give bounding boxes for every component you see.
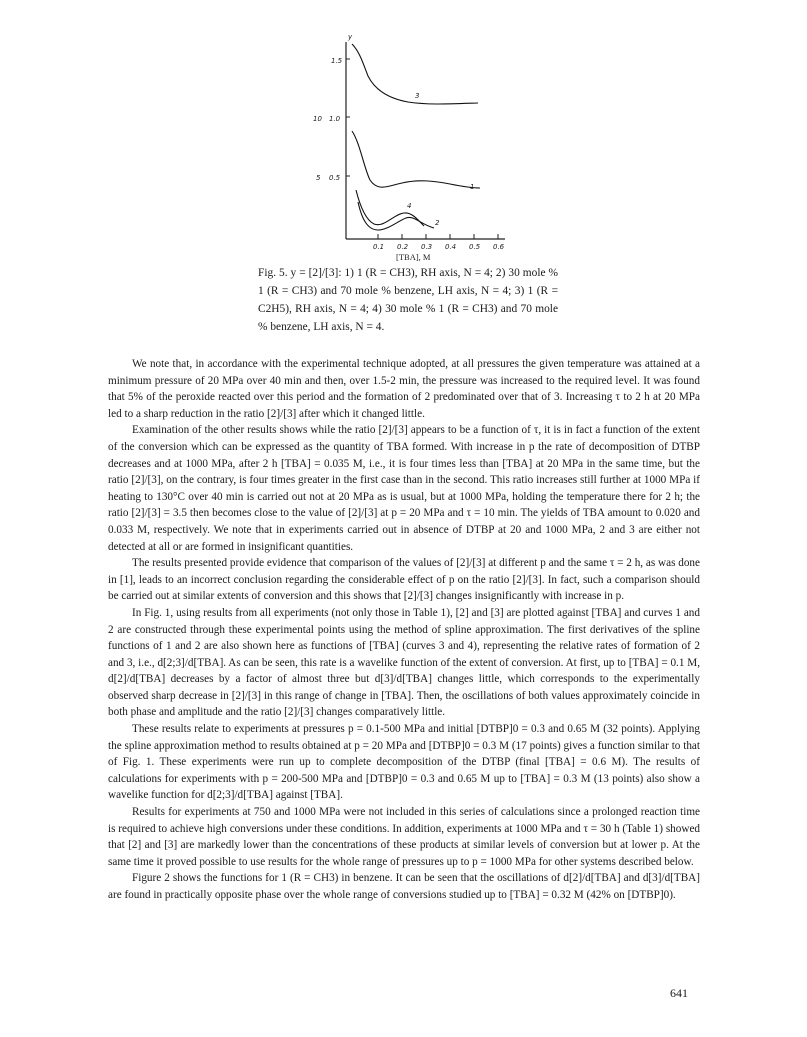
figure-caption [258, 264, 558, 336]
curve-label-4: 4 [407, 202, 412, 210]
y-axis-symbol: y [348, 33, 353, 41]
article-body [108, 356, 700, 904]
curve-label-1: 1 [470, 183, 475, 191]
page-number: 641 [670, 986, 688, 1000]
x-tick-0-2: 0.2 [397, 243, 409, 251]
figure-5-plot [300, 28, 520, 263]
left-tick-5: 5 [316, 174, 321, 182]
x-tick-0-1: 0.1 [373, 243, 385, 251]
right-tick-0-5: 0.5 [329, 174, 341, 182]
x-axis-label: [TBA], M [396, 252, 431, 262]
x-tick-0-3: 0.3 [421, 243, 433, 251]
paragraph-3: The results presented provide evidence that comparison of the values of [2]/[3] at different p and the same τ = 2 h, as was done in [1], leads to an incorrect conclusion regarding the considerable effect of p on the ratio [2]/[3]. In fact, such a comparison should be carried out at similar extents of conversion and this shows that [2]/[3] changes insignificantly with increase in p. [108, 557, 700, 603]
paragraph-4: In Fig. 1, using results from all experiments (not only those in Table 1), [2] and [3] are plotted against [TBA] and curves 1 and 2 are constructed through these experimental points using the method of spline approximation. The first derivatives of the spline functions of 1 and 2 are also shown here as functions of [TBA] (curves 3 and 4), representing the relative rates of formation of 2 and 3, i.e., d[2;3]/d[TBA]. As can be seen, this rate is a wavelike function of the extent of conversion. At first, up to [TBA] = 0.1 M, d[2]/d[TBA] decreases by a factor of almost three but d[3]/d[TBA] changes little, which corresponds to the experimentally observed sharp decrease in [2]/[3] in this range of change in [TBA]. Then, the oscillations of both values approximately coincide in both phase and amplitude and the ratio [2]/[3] changes comparatively little. [108, 606, 700, 719]
right-tick-1-0: 1.0 [329, 115, 341, 123]
x-tick-0-5: 0.5 [469, 243, 481, 251]
curve-label-3: 3 [415, 92, 420, 100]
curve-label-2: 2 [435, 219, 440, 227]
x-tick-0-4: 0.4 [445, 243, 457, 251]
right-tick-1-5: 1.5 [331, 57, 343, 65]
figure-5 [300, 28, 520, 263]
curve-1 [352, 131, 480, 188]
paragraph-2: Examination of the other results shows while the ratio [2]/[3] appears to be a function of τ, it is in fact a function of the extent of the conversion which can be expressed as the quantity of TBA formed. With increase in p the rate of decomposition of DTBP decreases and at 1000 MPa, after 2 h [TBA] = 0.035 M, i.e., it is four times less than [TBA] at 20 MPa in the same time, but the ratio [2]/[3], on the contrary, is four times greater in the first case than in the second. This ratio increases still further at 1000 MPa if heating to 130°C over 40 min is carried out not at 20 MPa as is usual, but at 1000 MPa, holding the temperature there for 2 h; the ratio [2]/[3] = 3.5 then becomes close to the value of [2]/[3] at p = 20 MPa and τ = 10 min. The yields of TBA amount to 0.020 and 0.033 M, respectively. We note that in experiments carried out in absence of DTBP at 20 and 1000 MPa, 2 and 3 are either not detected at all or are formed in insignificant quantities. [108, 424, 700, 553]
figure-caption-text: Fig. 5. y = [2]/[3]: 1) 1 (R = CH3), RH axis, N = 4; 2) 30 mole % 1 (R = CH3) and 70 mole % benzene, LH axis, N = 4; 3) 1 (R = C2H5), RH axis, N = 4; 4) 30 mole % 1 (R = CH3) and 70 mole % benzene, LH axis, N = 4. [258, 267, 558, 333]
left-tick-10: 10 [313, 115, 322, 123]
paragraph-6: Results for experiments at 750 and 1000 MPa were not included in this series of calculations since a prolonged reaction time is required to achieve high conversions under these conditions. In addition, experiments at 1000 MPa and τ = 30 h (Table 1) showed that [2] and [3] are markedly lower than the concentrations of these products at similar levels of conversion but at lower p. At the same time it proved possible to use results for the whole range of pressures up to p = 1000 MPa for other systems described below. [108, 806, 700, 868]
x-tick-0-6: 0.6 [493, 243, 505, 251]
paragraph-5: These results relate to experiments at pressures p = 0.1-500 MPa and initial [DTBP]0 = 0.3 and 0.65 M (32 points). Applying the spline approximation method to results obtained at p = 20 MPa and [DTBP]0 = 0.3 M (17 points) gives a function similar to that of Fig. 1. These experiments were run up to complete decomposition of the DTBP (final [TBA] = 0.6 M). The results of calculations for experiments with p = 200-500 MPa and [DTBP]0 = 0.3 and 0.65 M up to [TBA] = 0.3 M (13 points) also show a wavelike function for d[2;3]/d[TBA] against [TBA]. [108, 723, 700, 802]
paragraph-7: Figure 2 shows the functions for 1 (R = CH3) in benzene. It can be seen that the oscillations of d[2]/d[TBA] and d[3]/d[TBA] are found in practically opposite phase over the whole range of conversions studied up to [TBA] = 0.32 M (42% on [DTBP]0). [108, 872, 700, 901]
curve-4 [356, 190, 424, 226]
paragraph-1: We note that, in accordance with the experimental technique adopted, at all pressures the given temperature was attained at a minimum pressure of 20 MPa over 40 min and then, over 1.5-2 min, the pressure was increased to the required level. It was found that 5% of the peroxide reacted over this period and the formation of 2 predominated over that of 3. Increasing τ to 2 h at 20 MPa led to a sharp reduction in the ratio [2]/[3] after which it changed little. [108, 358, 700, 420]
